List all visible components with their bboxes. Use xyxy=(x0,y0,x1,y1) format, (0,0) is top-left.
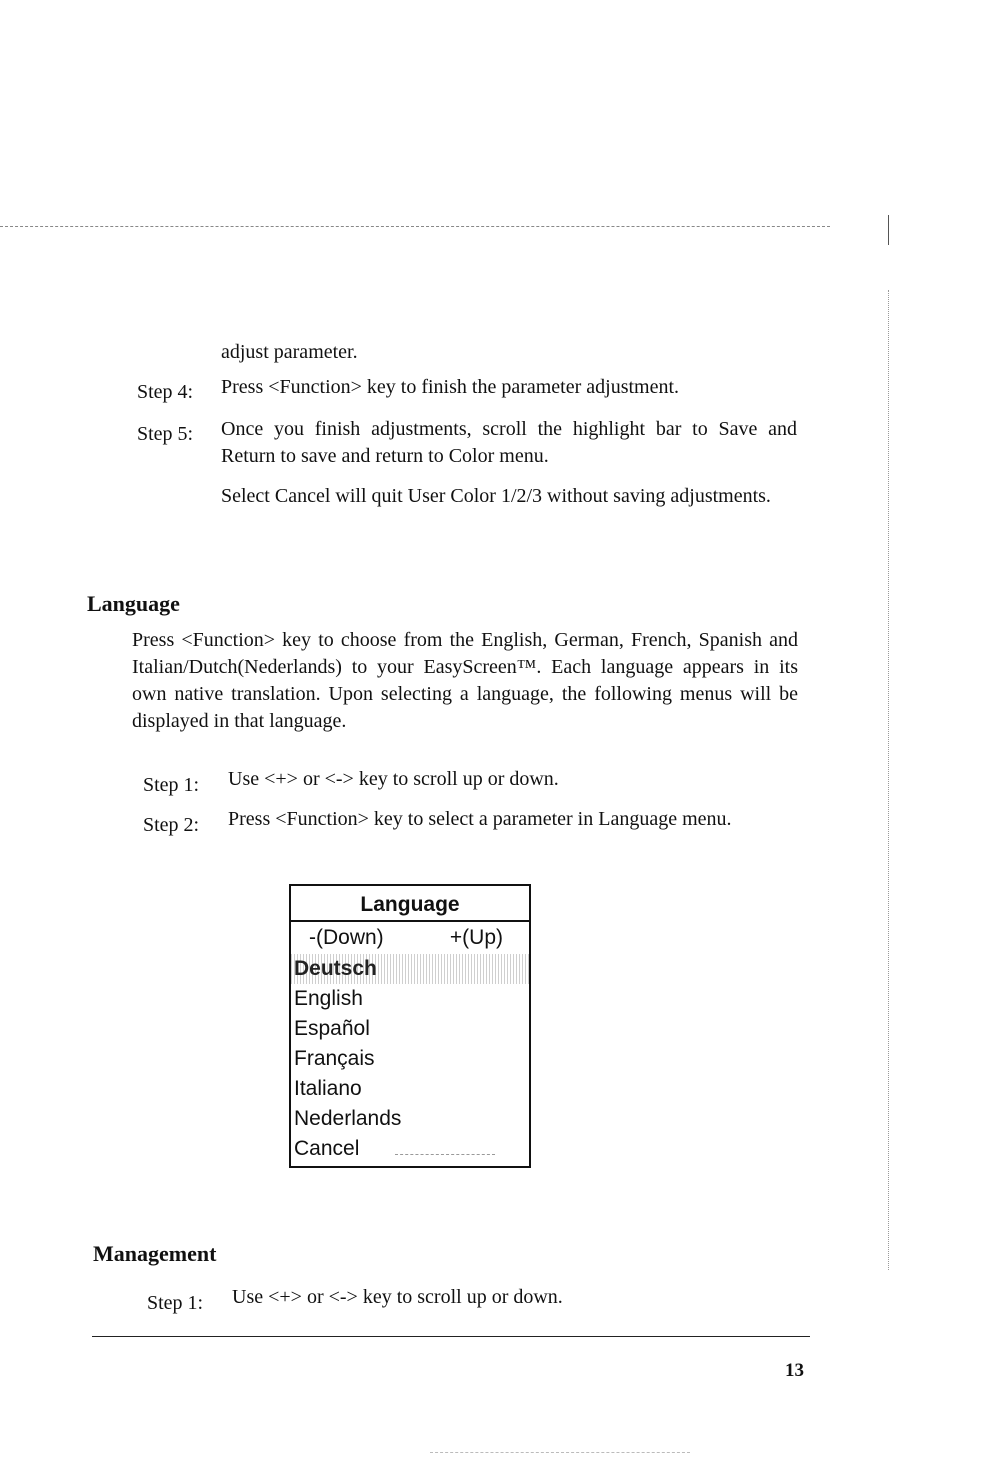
step-4-label: Step 4: xyxy=(137,381,194,403)
scan-edge-dots xyxy=(888,290,889,1270)
footer-rule xyxy=(92,1336,810,1337)
menu-title: Language xyxy=(291,886,529,922)
menu-down-label: -(Down) xyxy=(309,926,384,949)
management-step-1-text: Use <+> or <-> key to scroll up or down. xyxy=(232,1286,563,1308)
language-paragraph: Press <Function> key to choose from the English, German, French, Spanish and Italian/Dutch(Nederlands) to your EasyScreen™. Each language appears in its own native translation. Upon selecting a language, the following menus will be displayed in that language. xyxy=(132,629,798,732)
step-4-text: Press <Function> key to finish the parameter adjustment. xyxy=(221,376,680,398)
language-step-2-text: Press <Function> key to select a parameter in Language menu. xyxy=(228,808,732,830)
page-number: 13 xyxy=(785,1360,804,1381)
menu-item-francais[interactable]: Français xyxy=(294,1047,375,1070)
step-5-label: Step 5: xyxy=(137,423,194,445)
menu-item-nederlands[interactable]: Nederlands xyxy=(294,1107,402,1130)
scan-line-bottom xyxy=(430,1452,690,1453)
menu-item-espanol[interactable]: Español xyxy=(294,1017,370,1040)
language-heading: Language xyxy=(87,591,180,616)
continuation-text: adjust parameter. xyxy=(221,341,358,363)
language-menu xyxy=(289,884,531,1168)
menu-up-label: +(Up) xyxy=(449,926,503,949)
language-step-1-label: Step 1: xyxy=(143,774,200,796)
scan-line-top xyxy=(0,226,830,227)
management-step-1-label: Step 1: xyxy=(147,1292,204,1314)
language-step-2-label: Step 2: xyxy=(143,814,200,836)
menu-item-italiano[interactable]: Italiano xyxy=(294,1077,362,1100)
management-heading: Management xyxy=(93,1241,217,1266)
cancel-note: Select Cancel will quit User Color 1/2/3 without saving adjustments. xyxy=(221,485,771,507)
scan-edge-mark xyxy=(888,215,889,245)
menu-item-selected[interactable]: Deutsch xyxy=(291,954,529,984)
language-step-1-text: Use <+> or <-> key to scroll up or down. xyxy=(228,768,559,790)
menu-nav-row xyxy=(291,922,529,954)
step-5-text: Once you finish adjustments, scroll the highlight bar to Save and Return to save and return to Color menu. xyxy=(221,418,797,467)
menu-item-cancel[interactable]: Cancel xyxy=(291,1134,529,1164)
menu-item-english[interactable]: English xyxy=(294,987,363,1010)
